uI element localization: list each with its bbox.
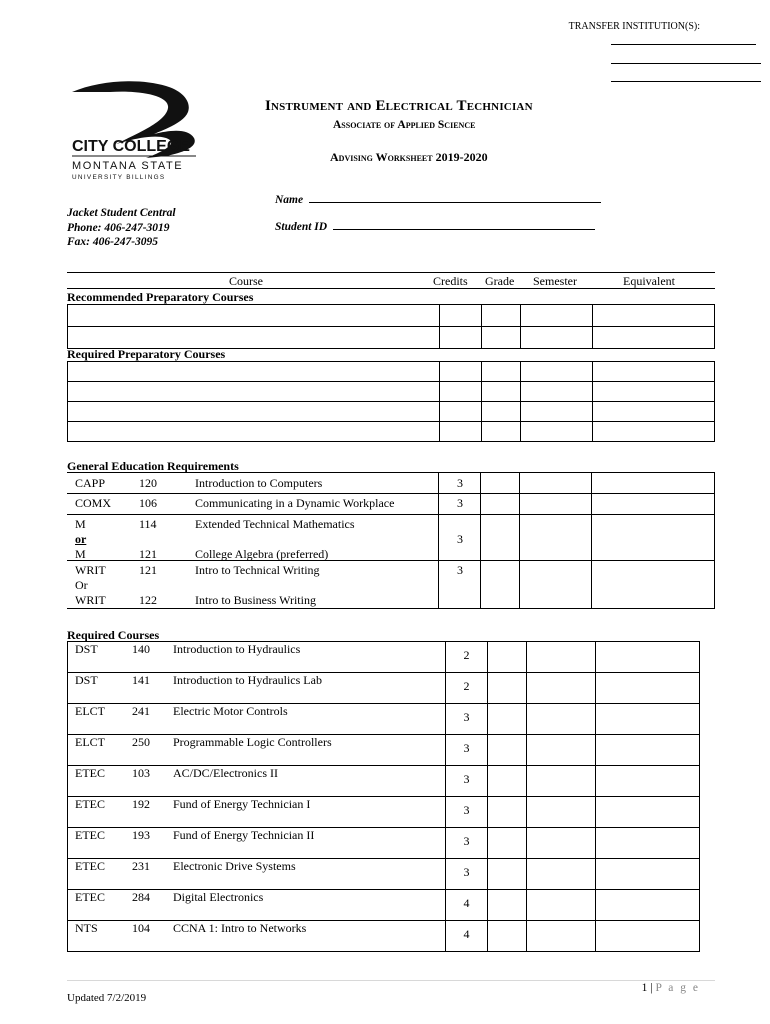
course-num: 231 — [132, 859, 173, 890]
table-row — [68, 305, 715, 327]
course-subj: ELCT — [68, 735, 133, 766]
table-row — [68, 422, 715, 442]
section-recommended: Recommended Preparatory Courses — [67, 290, 254, 304]
table-row — [68, 890, 700, 921]
grade-cell[interactable] — [488, 797, 527, 828]
name-label: Name — [275, 194, 304, 206]
table-row — [67, 473, 715, 494]
table-row — [68, 327, 715, 349]
section-required-prep: Required Preparatory Courses — [67, 347, 226, 361]
semester-cell[interactable] — [527, 890, 596, 921]
grade-cell[interactable] — [488, 704, 527, 735]
page-num: 1 — [641, 982, 648, 994]
semester-cell[interactable] — [527, 921, 596, 952]
course-num: 103 — [132, 766, 173, 797]
course-subj: ETEC — [68, 890, 133, 921]
updated-date: Updated 7/2/2019 — [67, 992, 147, 1004]
equivalent-cell[interactable] — [596, 921, 700, 952]
table-row — [68, 859, 700, 890]
course-title: Fund of Energy Technician II — [173, 828, 446, 859]
table-row — [67, 561, 715, 609]
equivalent-cell[interactable] — [596, 890, 700, 921]
gen-ed-num-1: 106 — [139, 496, 157, 510]
gen-ed-title-0: Introduction to Computers — [195, 476, 323, 490]
course-credits: 2 — [446, 642, 488, 673]
grade-cell[interactable] — [488, 890, 527, 921]
name-field[interactable] — [275, 192, 601, 206]
city-college-logo — [70, 78, 200, 182]
contact-phone: Phone: 406-247-3019 — [67, 221, 170, 234]
grade-cell[interactable] — [488, 673, 527, 704]
gen-ed-title2-3: Intro to Business Writing — [195, 593, 316, 607]
grade-cell[interactable] — [488, 921, 527, 952]
table-row — [68, 797, 700, 828]
equivalent-cell[interactable] — [596, 673, 700, 704]
course-num: 284 — [132, 890, 173, 921]
page-sep: | — [650, 982, 653, 994]
grade-cell[interactable] — [488, 828, 527, 859]
gen-ed-credits-1: 3 — [457, 496, 463, 510]
course-title: Programmable Logic Controllers — [173, 735, 446, 766]
table-row — [67, 515, 715, 561]
required-courses-table — [67, 641, 700, 952]
header-grade: Grade — [485, 274, 515, 288]
course-num: 192 — [132, 797, 173, 828]
gen-ed-subj2-2: M — [75, 547, 86, 561]
gen-ed-credits-0: 3 — [457, 476, 463, 490]
section-required: Required Courses — [67, 628, 160, 642]
page-number — [642, 982, 700, 994]
course-num: 141 — [132, 673, 173, 704]
grade-cell[interactable] — [488, 859, 527, 890]
gen-ed-title-1: Communicating in a Dynamic Workplace — [195, 496, 395, 510]
table-row — [68, 362, 715, 382]
table-row — [68, 828, 700, 859]
gen-ed-credits-3: 3 — [457, 563, 463, 577]
semester-cell[interactable] — [527, 735, 596, 766]
footer-rule — [67, 980, 715, 981]
equivalent-cell[interactable] — [596, 735, 700, 766]
required-prep-table — [67, 361, 715, 442]
table-row — [68, 382, 715, 402]
gen-ed-or-2: or — [75, 532, 87, 546]
logo-line3: UNIVERSITY BILLINGS — [72, 174, 166, 181]
equivalent-cell[interactable] — [596, 766, 700, 797]
gen-ed-num2-2: 121 — [139, 547, 157, 561]
semester-cell[interactable] — [527, 642, 596, 673]
course-title: Fund of Energy Technician I — [173, 797, 446, 828]
semester-cell[interactable] — [527, 797, 596, 828]
equivalent-cell[interactable] — [596, 704, 700, 735]
course-num: 250 — [132, 735, 173, 766]
logo-line1: CITY COLLEGE — [72, 138, 190, 155]
equivalent-cell[interactable] — [596, 642, 700, 673]
gen-ed-title-3: Intro to Technical Writing — [195, 563, 320, 577]
logo-mark-icon — [70, 78, 200, 182]
gen-ed-num-0: 120 — [139, 476, 157, 490]
logo-line2: MONTANA STATE — [72, 160, 184, 172]
course-title: CCNA 1: Intro to Networks — [173, 921, 446, 952]
gen-ed-num-3: 121 — [139, 563, 157, 577]
equivalent-cell[interactable] — [596, 797, 700, 828]
course-subj: ETEC — [68, 859, 133, 890]
transfer-line-3[interactable] — [611, 81, 761, 82]
header-bottom-rule — [67, 288, 715, 289]
semester-cell[interactable] — [527, 704, 596, 735]
table-row — [68, 704, 700, 735]
course-title: Introduction to Hydraulics Lab — [173, 673, 446, 704]
course-credits: 4 — [446, 921, 488, 952]
grade-cell[interactable] — [488, 642, 527, 673]
course-credits: 3 — [446, 859, 488, 890]
table-row — [68, 766, 700, 797]
table-row — [68, 673, 700, 704]
gen-ed-subj-3: WRIT — [75, 563, 106, 577]
contact-fax: Fax: 406-247-3095 — [67, 236, 159, 248]
transfer-institution-label: TRANSFER INSTITUTION(S): — [568, 21, 700, 32]
grade-cell[interactable] — [488, 735, 527, 766]
header-semester: Semester — [533, 274, 577, 288]
course-subj: DST — [68, 673, 133, 704]
page-subtitle: Associate of Applied Science — [333, 119, 476, 131]
gen-ed-num2-3: 122 — [139, 593, 157, 607]
page-title: Instrument and Electrical Technician — [265, 98, 533, 114]
equivalent-cell[interactable] — [596, 859, 700, 890]
course-credits: 4 — [446, 890, 488, 921]
course-subj: NTS — [68, 921, 133, 952]
course-num: 241 — [132, 704, 173, 735]
course-credits: 3 — [446, 797, 488, 828]
course-subj: ELCT — [68, 704, 133, 735]
gen-ed-subj2-3: WRIT — [75, 593, 106, 607]
semester-cell[interactable] — [527, 828, 596, 859]
header-course: Course — [229, 274, 263, 288]
course-credits: 3 — [446, 766, 488, 797]
course-title: Electric Motor Controls — [173, 704, 446, 735]
gen-ed-subj-1: COMX — [75, 496, 112, 510]
course-credits: 2 — [446, 673, 488, 704]
transfer-line-1[interactable] — [611, 44, 756, 45]
gen-ed-num-2: 114 — [139, 517, 157, 531]
student-id-label: Student ID — [275, 221, 328, 233]
gen-ed-subj-0: CAPP — [75, 476, 106, 490]
course-subj: ETEC — [68, 797, 133, 828]
section-gen-ed: General Education Requirements — [67, 459, 239, 473]
contact-info — [67, 206, 176, 250]
grade-cell[interactable] — [488, 766, 527, 797]
recommended-table — [67, 304, 715, 349]
page-word: P a g e — [655, 982, 700, 994]
table-row — [68, 921, 700, 952]
course-title: Introduction to Hydraulics — [173, 642, 446, 673]
header-rule — [67, 272, 715, 273]
course-num: 193 — [132, 828, 173, 859]
semester-cell[interactable] — [527, 673, 596, 704]
course-subj: ETEC — [68, 766, 133, 797]
header-credits: Credits — [433, 274, 468, 288]
gen-ed-or-3: Or — [75, 578, 88, 592]
semester-cell[interactable] — [527, 766, 596, 797]
course-credits: 3 — [446, 704, 488, 735]
gen-ed-table — [67, 472, 715, 609]
table-row — [68, 642, 700, 673]
course-subj: DST — [68, 642, 133, 673]
header-equivalent: Equivalent — [623, 274, 675, 288]
course-credits: 3 — [446, 735, 488, 766]
course-num: 104 — [132, 921, 173, 952]
equivalent-cell[interactable] — [596, 828, 700, 859]
table-row — [68, 735, 700, 766]
gen-ed-subj-2: M — [75, 517, 86, 531]
student-id-field[interactable] — [275, 219, 595, 233]
course-title: Electronic Drive Systems — [173, 859, 446, 890]
course-num: 140 — [132, 642, 173, 673]
course-title: Digital Electronics — [173, 890, 446, 921]
advising-worksheet-title: Advising Worksheet 2019-2020 — [330, 150, 488, 164]
contact-office: Jacket Student Central — [67, 207, 176, 219]
semester-cell[interactable] — [527, 859, 596, 890]
gen-ed-credits-2: 3 — [457, 532, 463, 546]
course-credits: 3 — [446, 828, 488, 859]
table-row — [68, 402, 715, 422]
gen-ed-title-2: Extended Technical Mathematics — [195, 517, 355, 531]
transfer-line-2[interactable] — [611, 63, 761, 64]
course-title: AC/DC/Electronics II — [173, 766, 446, 797]
gen-ed-title2-2: College Algebra (preferred) — [195, 547, 329, 561]
course-subj: ETEC — [68, 828, 133, 859]
